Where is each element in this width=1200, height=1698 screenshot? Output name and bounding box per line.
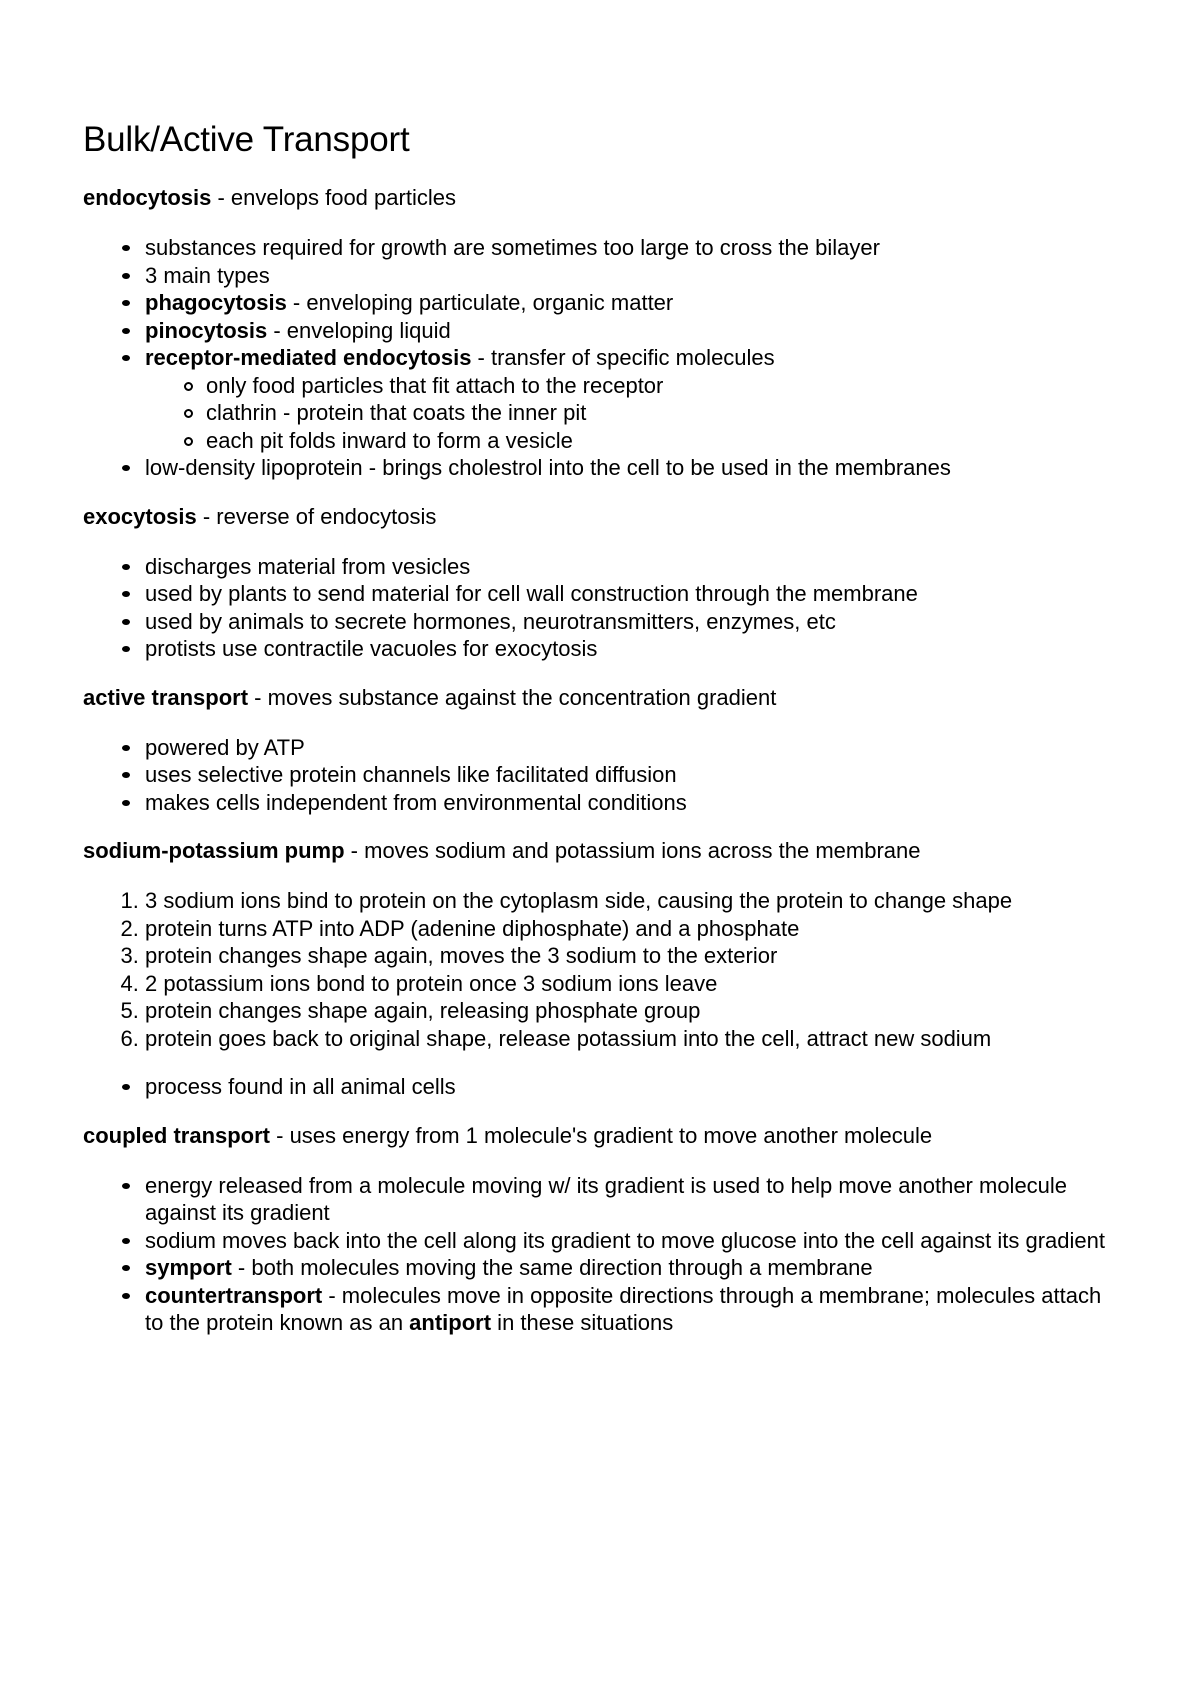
item-text: in these situations xyxy=(491,1310,674,1335)
item-text: 3 main types xyxy=(145,262,270,288)
item-term: symport xyxy=(145,1255,232,1280)
term: exocytosis xyxy=(83,503,197,529)
list-item xyxy=(145,317,1123,345)
list-item: makes cells independent from environmental conditions xyxy=(145,789,1123,817)
item-text: - enveloping particulate, organic matter xyxy=(286,290,674,315)
list-item: used by plants to send material for cell wall construction through the membrane xyxy=(145,580,1123,608)
document-page xyxy=(83,116,1123,1358)
definition: - uses energy from 1 molecule's gradient to move another molecule xyxy=(270,1122,933,1148)
receptor-sublist xyxy=(145,372,1123,455)
list-item: protists use contractile vacuoles for exocytosis xyxy=(145,635,1123,663)
definition: - envelops food particles xyxy=(211,185,456,210)
item-text: energy released from a molecule moving w/ its gradient is used to help move another molecule against its gradient xyxy=(145,1172,1068,1225)
coupled-transport-list xyxy=(83,1172,1123,1337)
item-term: receptor-mediated endocytosis xyxy=(145,345,472,370)
item-term: antiport xyxy=(409,1310,492,1335)
term: coupled transport xyxy=(83,1122,271,1148)
active-transport-list xyxy=(83,734,1123,817)
list-item xyxy=(145,234,1123,262)
sub-list-item: clathrin - protein that coats the inner pit xyxy=(206,399,1123,427)
list-item xyxy=(145,1172,1123,1227)
numbered-step: 6. protein goes back to original shape, release potassium into the cell, attract new sodium xyxy=(145,1025,1123,1053)
item-text: - transfer of specific molecules xyxy=(471,345,775,370)
list-item: uses selective protein channels like facilitated diffusion xyxy=(145,761,1123,789)
item-text: sodium moves back into the cell along its gradient to move glucose into the cell against its gradient xyxy=(145,1227,1105,1253)
exocytosis-heading xyxy=(83,503,1123,531)
endocytosis-list xyxy=(83,234,1123,482)
numbered-step: 4. 2 potassium ions bond to protein once 3 sodium ions leave xyxy=(145,970,1123,998)
list-item: used by animals to secrete hormones, neurotransmitters, enzymes, etc xyxy=(145,608,1123,636)
coupled-transport-heading xyxy=(83,1122,1123,1150)
pump-notes-list xyxy=(83,1073,1123,1101)
exocytosis-list xyxy=(83,553,1123,663)
item-text: - both molecules moving the same direction through a membrane xyxy=(231,1255,873,1280)
list-item: powered by ATP xyxy=(145,734,1123,762)
list-item xyxy=(145,454,1123,482)
list-item: process found in all animal cells xyxy=(145,1073,1123,1101)
definition: - reverse of endocytosis xyxy=(196,503,437,529)
endocytosis-heading xyxy=(83,184,1123,212)
list-item xyxy=(145,1227,1123,1255)
list-item xyxy=(145,1254,1123,1282)
list-item xyxy=(145,289,1123,317)
numbered-step: 3. protein changes shape again, moves the 3 sodium to the exterior xyxy=(145,942,1123,970)
item-term: countertransport xyxy=(145,1282,323,1308)
term: endocytosis xyxy=(83,185,212,210)
pump-steps-list xyxy=(83,887,1123,1052)
item-text: - molecules move in opposite directions through a membrane; molecules attach to the protein known as an xyxy=(145,1282,1102,1335)
sub-list-item: each pit folds inward to form a vesicle xyxy=(206,427,1123,455)
term: active transport xyxy=(83,684,249,710)
item-term: pinocytosis xyxy=(145,317,268,343)
sodium-potassium-pump-heading xyxy=(83,837,1123,865)
list-item xyxy=(145,344,1123,454)
definition: - moves sodium and potassium ions across the membrane xyxy=(344,838,921,863)
item-text: - enveloping liquid xyxy=(267,317,451,343)
list-item: discharges material from vesicles xyxy=(145,553,1123,581)
numbered-step: 5. protein changes shape again, releasing phosphate group xyxy=(145,997,1123,1025)
list-item xyxy=(145,1282,1123,1337)
item-term: phagocytosis xyxy=(145,290,287,315)
definition: - moves substance against the concentration gradient xyxy=(248,684,777,710)
active-transport-heading xyxy=(83,684,1123,712)
page-title: Bulk/Active Transport xyxy=(83,120,410,159)
list-item xyxy=(145,262,1123,290)
sub-list-item: only food particles that fit attach to the receptor xyxy=(206,372,1123,400)
term: sodium-potassium pump xyxy=(83,838,345,863)
numbered-step: 2. protein turns ATP into ADP (adenine diphosphate) and a phosphate xyxy=(145,915,1123,943)
item-text: low-density lipoprotein - brings cholestrol into the cell to be used in the membranes xyxy=(145,455,951,480)
numbered-step: 1. 3 sodium ions bind to protein on the cytoplasm side, causing the protein to change shape xyxy=(145,887,1123,915)
item-text: substances required for growth are sometimes too large to cross the bilayer xyxy=(145,235,880,260)
